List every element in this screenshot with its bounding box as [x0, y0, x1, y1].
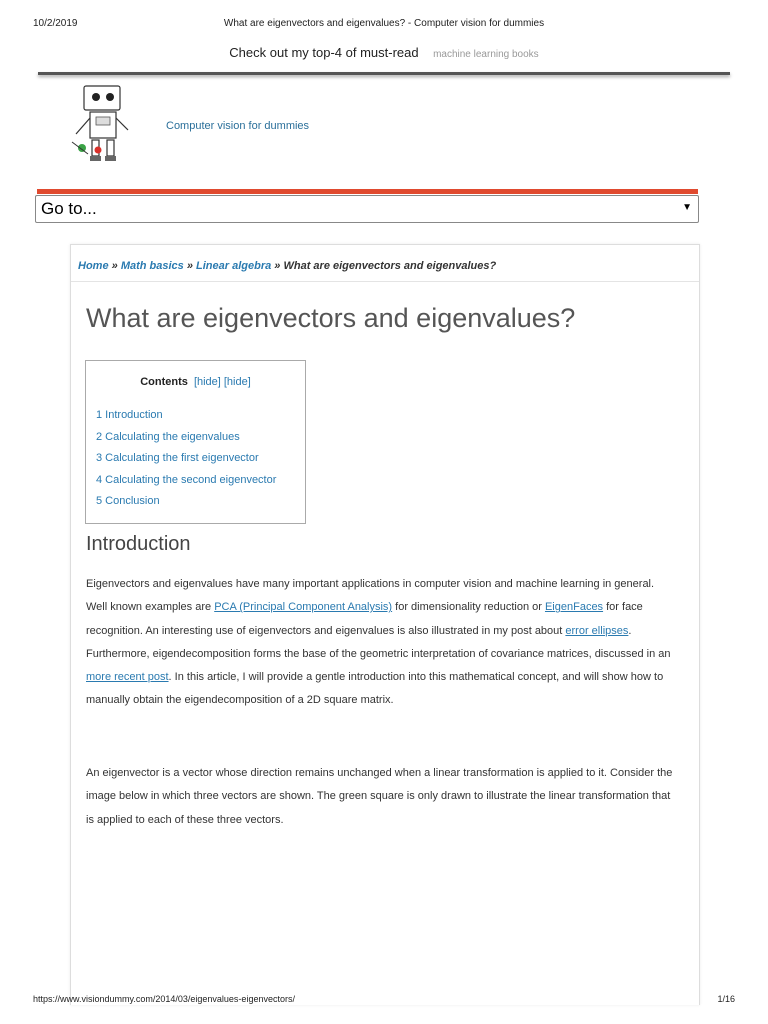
more-recent-post-link[interactable]: more recent post [86, 671, 169, 684]
page-title: What are eigenvectors and eigenvalues? [86, 303, 576, 333]
breadcrumb-separator: » [274, 260, 281, 272]
breadcrumb-linear-algebra[interactable]: Linear algebra [196, 260, 272, 272]
breadcrumb-divider [71, 281, 699, 282]
breadcrumb [78, 260, 496, 272]
toc-item-second-eigenvector[interactable]: 4 Calculating the second eigenvector [96, 473, 277, 486]
breadcrumb-separator: » [111, 260, 118, 272]
toc-hide-toggle-duplicate[interactable]: [hide] [223, 376, 251, 388]
promo-banner [0, 44, 768, 62]
print-doc-title: What are eigenvectors and eigenvalues? - Computer vision for dummies [223, 18, 545, 29]
section-heading-introduction: Introduction [86, 533, 191, 555]
toc-item-calculating-eigenvalues[interactable]: 2 Calculating the eigenvalues [96, 430, 240, 443]
paragraph-text: . In this article, I will provide a gentle introduction into this mathematical concept, and will show how to manually obtain the eigendecomposition of a 2D square matrix. [86, 671, 664, 707]
goto-label: Go to... [41, 199, 97, 218]
toc-item-first-eigenvector[interactable]: 3 Calculating the first eigenvector [96, 452, 259, 465]
paragraph-text: . Furthermore, eigendecomposition forms the base of the geometric interpretation of covariance matrices, discussed in an [86, 624, 671, 660]
breadcrumb-home[interactable]: Home [78, 260, 109, 272]
error-ellipses-link[interactable]: error ellipses [565, 624, 629, 637]
breadcrumb-current: What are eigenvectors and eigenvalues? [283, 260, 497, 272]
toc-item-introduction[interactable]: 1 Introduction [96, 409, 163, 421]
promo-text: Check out my top-4 of must-read [229, 45, 419, 60]
toc-hide-toggle[interactable]: [hide] [193, 376, 221, 388]
table-of-contents [85, 360, 306, 524]
site-name-link[interactable]: Computer vision for dummies [166, 120, 310, 132]
robot-logo-icon[interactable] [68, 84, 138, 164]
toc-title: Contents [140, 376, 188, 388]
intro-paragraph-2: An eigenvector is a vector whose direction remains unchanged when a linear transformation is applied to it. Consider the image below in which three vectors are shown. The green square is only drawn to illustrate the linear transformation that is applied to each of these three vectors. [86, 767, 673, 826]
footer-page-number: 1/16 [717, 994, 735, 1004]
toc-list [96, 409, 276, 517]
eigenfaces-link[interactable]: EigenFaces [544, 601, 604, 614]
footer-url: https://www.visiondummy.com/2014/03/eigenvalues-eigenvectors/ [33, 994, 295, 1004]
paragraph-text: Eigenvectors and eigenvalues have many important applications in computer vision and machine learning in general. Well known examples are [86, 578, 655, 614]
print-date: 10/2/2019 [33, 18, 78, 29]
breadcrumb-separator: » [186, 260, 193, 272]
article-container [70, 244, 700, 1005]
intro-paragraph-1 [86, 573, 676, 713]
goto-select[interactable] [35, 195, 699, 223]
header-divider [38, 72, 730, 75]
promo-link[interactable]: machine learning books [433, 49, 539, 60]
breadcrumb-math-basics[interactable]: Math basics [120, 260, 184, 272]
nav-accent-bar [37, 189, 698, 194]
dropdown-arrow-icon: ▼ [682, 202, 692, 213]
paragraph-text: for dimensionality reduction or [392, 601, 545, 614]
pca-link[interactable]: PCA (Principal Component Analysis) [214, 601, 393, 614]
paragraph-text: for face recognition. An interesting use of eigenvectors and eigenvalues is also illustrated in my post about [86, 601, 643, 637]
toc-item-conclusion[interactable]: 5 Conclusion [96, 495, 160, 508]
